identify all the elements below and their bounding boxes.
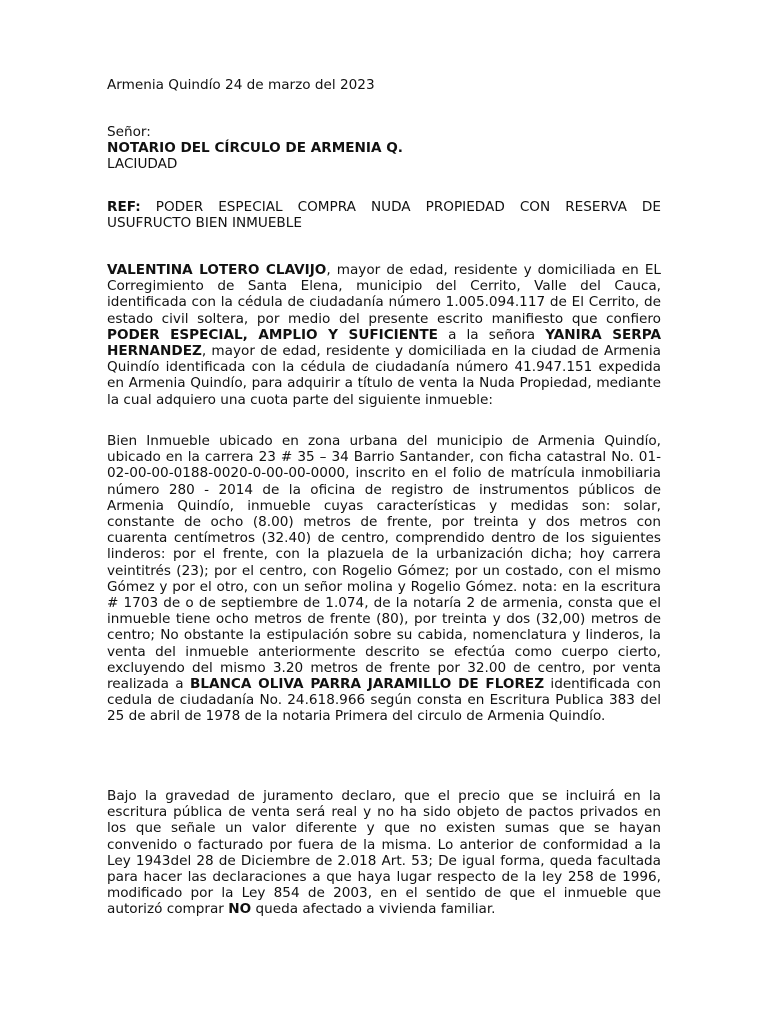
reference-label: REF: xyxy=(107,199,141,215)
paragraph-grant-of-power: VALENTINA LOTERO CLAVIJO, mayor de edad, residente y domiciliada en EL Corregimiento de Santa Elena, municipio del Cerrito, Valle del Cauca, identificada con la cédula de ciudadanía número 1.005.094.117 de El Cerrito, de estado civil soltera, por medio del presente escrito manifiesto que confiero PODER ESPECIAL, AMPLIO Y SUFICIENTE a la señora YANIRA SERPA HERNANDEZ, mayor de edad, residente y domiciliada en la ciudad de Armenia Quindío identificada con la cédula de ciudadanía número 41.947.151 expedida en Armenia Quindío, para adquirir a título de venta la Nuda Propiedad, mediante la cual adquiero una cuota parte del siguiente inmueble: xyxy=(107,262,661,408)
addressee-city: LACIUDAD xyxy=(107,156,178,173)
addressee-block xyxy=(107,124,661,173)
attorney-name: YANIRA SERPA HERNANDEZ xyxy=(107,326,661,360)
grantor-name: VALENTINA LOTERO CLAVIJO xyxy=(107,262,327,278)
seller-name: BLANCA OLIVA PARRA JARAMILLO DE FLOREZ xyxy=(190,676,545,693)
salutation: Señor: xyxy=(107,124,151,140)
reference-line xyxy=(107,199,661,231)
paragraph-sworn-declaration: Bajo la gravedad de juramento declaro, que el precio que se incluirá en la escritura pública de venta será real y no ha sido objeto de pactos privados en los que señale un valor diferente y que no existen sumas que se hayan convenido o facturado por fuera de la misma. Lo anterior de conformidad a la Ley 1943del 28 de Diciembre de 2.018 Art. 53; De igual forma, queda facultada para hacer las declaraciones a que haya lugar respecto de la ley 258 de 1996, modificado por la Ley 854 de 2003, en el sentido de que el inmueble que autorizó comprar NO queda afectado a vivienda familiar. xyxy=(107,788,661,918)
addressee-title: NOTARIO DEL CÍRCULO DE ARMENIA Q. xyxy=(107,140,403,157)
power-type: PODER ESPECIAL, AMPLIO Y SUFICIENTE xyxy=(107,326,438,343)
date-line: Armenia Quindío 24 de marzo del 2023 xyxy=(107,77,375,93)
negation-word: NO xyxy=(228,901,252,918)
paragraph-property-description: Bien Inmueble ubicado en zona urbana del municipio de Armenia Quindío, ubicado en la carrera 23 # 35 – 34 Barrio Santander, con ficha catastral No. 01-02-00-00-0188-0020-0-00-00-0000, inscrito en el folio de matrícula inmobiliaria número 280 - 2014 de la oficina de registro de instrumentos públicos de Armenia Quindío, inmueble cuyas características y medidas son: solar, constante de ocho (8.00) metros de frente, por treinta y dos metros con cuarenta centímetros (32.40) de centro, comprendido dentro de los siguientes linderos: por el frente, con la plazuela de la urbanización dicha; hoy carrera veintitrés (23); por el centro, con Rogelio Gómez; por un costado, con el mismo Gómez y por el otro, con un señor molina y Rogelio Gómez. nota: en la escritura # 1703 de o de septiembre de 1.074, de la notaría 2 de armenia, consta que el inmueble tiene ocho metros de frente (80), por treinta y dos (32,00) metros de centro; No obstante la estipulación sobre su cabida, nomenclatura y linderos, la venta del inmueble anteriormente descrito se efectúa como cuerpo cierto, excluyendo del mismo 3.20 metros de frente por 32.00 de centro, por venta realizada a BLANCA OLIVA PARRA JARAMILLO DE FLOREZ identificada con cedula de ciudadanía No. 24.618.966 según consta en Escritura Publica 383 del 25 de abril de 1978 de la notaria Primera del circulo de Armenia Quindío. xyxy=(107,433,661,725)
reference-text: PODER ESPECIAL COMPRA NUDA PROPIEDAD CON RESERVA DE USUFRUCTO BIEN INMUEBLE xyxy=(107,199,661,232)
